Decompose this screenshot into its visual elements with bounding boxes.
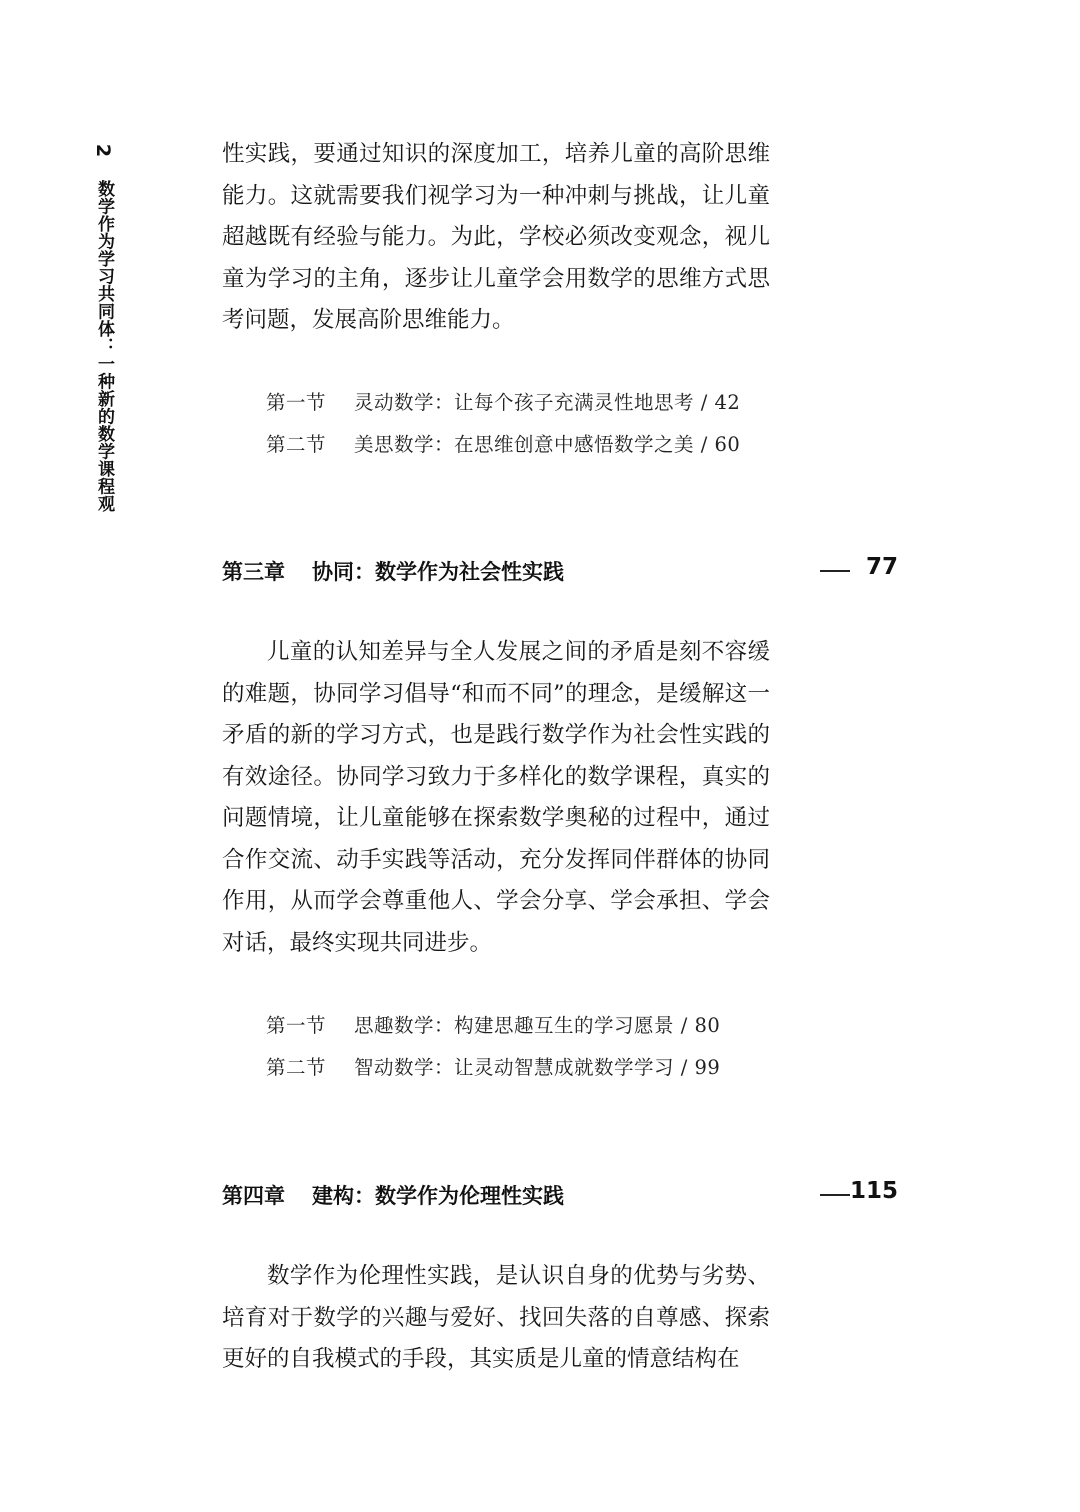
chapter-number: 第四章 [222,1184,285,1208]
chapter3-section-list [266,1005,720,1089]
section-item[interactable] [266,1005,720,1047]
section-title: 思趣数学：构建思趣互生的学习愿景 / 80 [354,1014,721,1037]
section-label: 第一节 [266,391,327,414]
chapter4-paragraph: 数学作为伦理性实践，是认识自身的优势与劣势、培育对于数学的兴趣与爱好、找回失落的自尊感、探索更好的自我模式的手段，其实质是儿童的情意结构在 [222,1263,770,1372]
section-label: 第二节 [266,433,327,456]
section-title: 智动数学：让灵动智慧成就数学学习 / 99 [354,1056,721,1079]
chapter-title: 建构：数学作为伦理性实践 [312,1184,564,1208]
chapter-title: 协同：数学作为社会性实践 [312,560,564,584]
section-title: 美思数学：在思维创意中感悟数学之美 / 60 [354,433,741,456]
page-number: 2 [92,143,115,159]
chapter3-paragraph: 儿童的认知差异与全人发展之间的矛盾是刻不容缓的难题，协同学习倡导“和而不同”的理念，是缓解这一矛盾的新的学习方式，也是践行数学作为社会性实践的有效途径。协同学习致力于多样化的数学课程，真实的问题情境，让儿童能够在探索数学奥秘的过程中，通过合作交流、动手实践等活动，充分发挥同伴群体的协同作用，从而学会尊重他人、学会分享、学会承担、学会对话，最终实现共同进步。 [222,639,770,956]
chapter-number: 第三章 [222,560,285,584]
section-label: 第二节 [266,1056,327,1079]
chapter3-heading[interactable] [222,556,898,586]
leader-dash [820,570,850,572]
chapter-page: 115 [849,1178,898,1204]
intro-paragraph: 性实践，要通过知识的深度加工，培养儿童的高阶思维能力。这就需要我们视学习为一种冲刺与挑战，让儿童超越既有经验与能力。为此，学校必须改变观念，视儿童为学习的主角，逐步让儿童学会用数学的思维方式思考问题，发展高阶思维能力。 [222,141,770,333]
section-item[interactable] [266,382,740,424]
chapter-page: 77 [865,554,898,580]
section-item[interactable] [266,1047,720,1089]
section-item[interactable] [266,424,740,466]
book-title: 数学作为学习共同体：一种新的数学课程观 [94,180,114,513]
section-title: 灵动数学：让每个孩子充满灵性地思考 / 42 [354,391,741,414]
chapter4-heading[interactable] [222,1180,898,1210]
chapter2-section-list [266,382,740,466]
leader-dash [820,1194,850,1196]
section-label: 第一节 [266,1014,327,1037]
